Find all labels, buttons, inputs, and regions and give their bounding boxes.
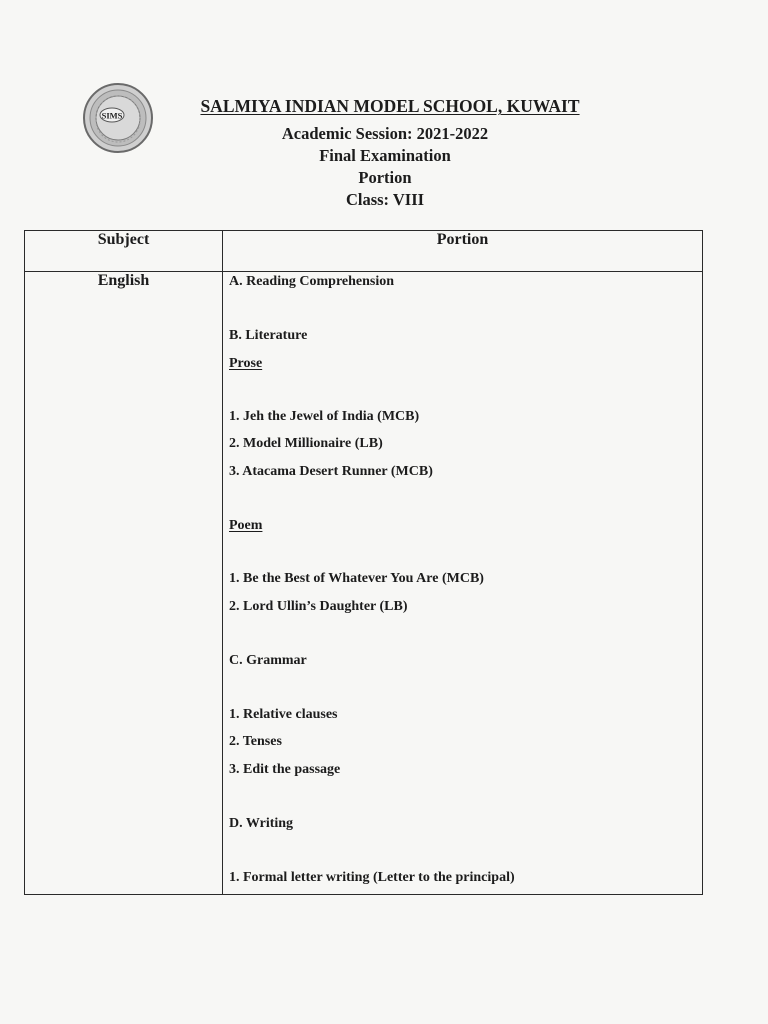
portion-item: 1. Be the Best of Whatever You Are (MCB): [229, 571, 484, 586]
school-name: SALMIYA INDIAN MODEL SCHOOL, KUWAIT: [200, 96, 580, 116]
subject-column-header: Subject: [25, 231, 223, 272]
portion-item: 1. Jeh the Jewel of India (MCB): [229, 409, 420, 424]
portion-subheading: Poem: [229, 518, 263, 533]
logo-text: SIMS: [101, 110, 123, 121]
portion-item: A. Reading Comprehension: [229, 274, 395, 289]
portion-subheading: Prose: [229, 356, 263, 371]
portion-item: 1. Relative clauses: [229, 707, 338, 722]
subject-cell: English: [25, 272, 223, 895]
academic-session: Academic Session: 2021-2022: [281, 124, 489, 143]
portion-item: 3. Atacama Desert Runner (MCB): [229, 464, 433, 479]
portion-item: 1. Formal letter writing (Letter to the principal): [229, 870, 515, 885]
portion-table: [24, 230, 703, 895]
portion-column-header: Portion: [223, 231, 703, 272]
table-row: [25, 272, 703, 895]
portion-item: 2. Model Millionaire (LB): [229, 436, 383, 451]
class-label: Class: VIII: [345, 190, 425, 209]
table-header-row: [25, 231, 703, 272]
portion-item: B. Literature: [229, 328, 308, 343]
school-logo-seal: [82, 82, 154, 154]
portion-title: Portion: [358, 168, 412, 187]
portion-item: 2. Tenses: [229, 734, 282, 749]
portion-item: 2. Lord Ullin’s Daughter (LB): [229, 599, 408, 614]
portion-item: D. Writing: [229, 816, 294, 831]
portion-item: 3. Edit the passage: [229, 762, 341, 777]
portion-cell: [223, 272, 703, 895]
exam-title: Final Examination: [319, 146, 451, 165]
portion-item: C. Grammar: [229, 653, 307, 668]
